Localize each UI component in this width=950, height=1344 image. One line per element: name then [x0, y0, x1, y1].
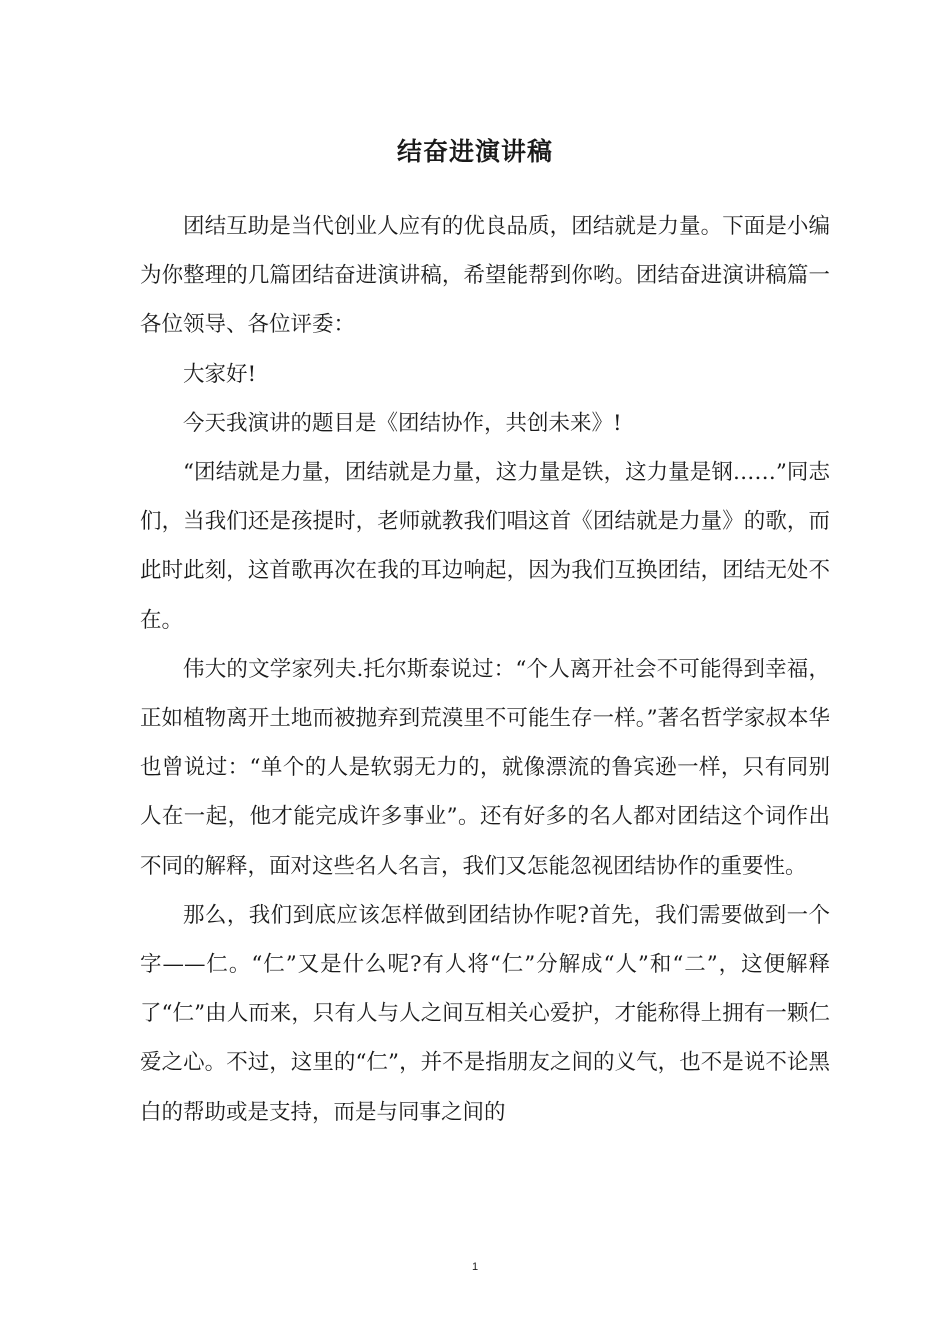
- paragraph-greeting: 大家好!: [183, 361, 257, 387]
- paragraph-intro: 团结互助是当代创业人应有的优良品质，团结就是力量。下面是小编为你整理的几篇团结奋进演讲稿，希望能帮到你哟。团结奋进演讲稿篇一各位领导、各位评委：: [140, 214, 830, 338]
- paragraph-quotes: 伟大的文学家列夫.托尔斯泰说过：“个人离开社会不可能得到幸福，正如植物离开土地而被抛弃到荒漠里不可能生存一样。”著名哲学家叔本华也曾说过：“单个的人是软弱无力的，就像漂流的鲁宾逊一样，只有同别人在一起，他才能完成许多事业”。还有好多的名人都对团结这个词作出不同的解释，面对这些名人名言，我们又怎能忽视团结协作的重要性。: [140, 656, 830, 879]
- document-title: 结奋进演讲稿: [396, 137, 553, 166]
- paragraph-ren: 那么，我们到底应该怎样做到团结协作呢?首先，我们需要做到一个字——仁。“仁”又是什么呢?有人将“仁”分解成“人”和“二”，这便解释了“仁”由人而来，只有人与人之间互相关心爱护，才能称得上拥有一颗仁爱之心。不过，这里的“仁”，并不是指朋友之间的义气，也不是说不论黑白的帮助或是支持，而是与同事之间的: [140, 902, 830, 1125]
- page-number: 1: [471, 1261, 479, 1273]
- paragraph-topic: 今天我演讲的题目是《团结协作，共创未来》!: [183, 410, 622, 436]
- paragraph-song: “团结就是力量，团结就是力量，这力量是铁，这力量是钢……”同志们，当我们还是孩提时，老师就教我们唱这首《团结就是力量》的歌，而此时此刻，这首歌再次在我的耳边响起，因为我们互换团结，团结无处不在。: [140, 460, 830, 633]
- document-body: [140, 202, 830, 1137]
